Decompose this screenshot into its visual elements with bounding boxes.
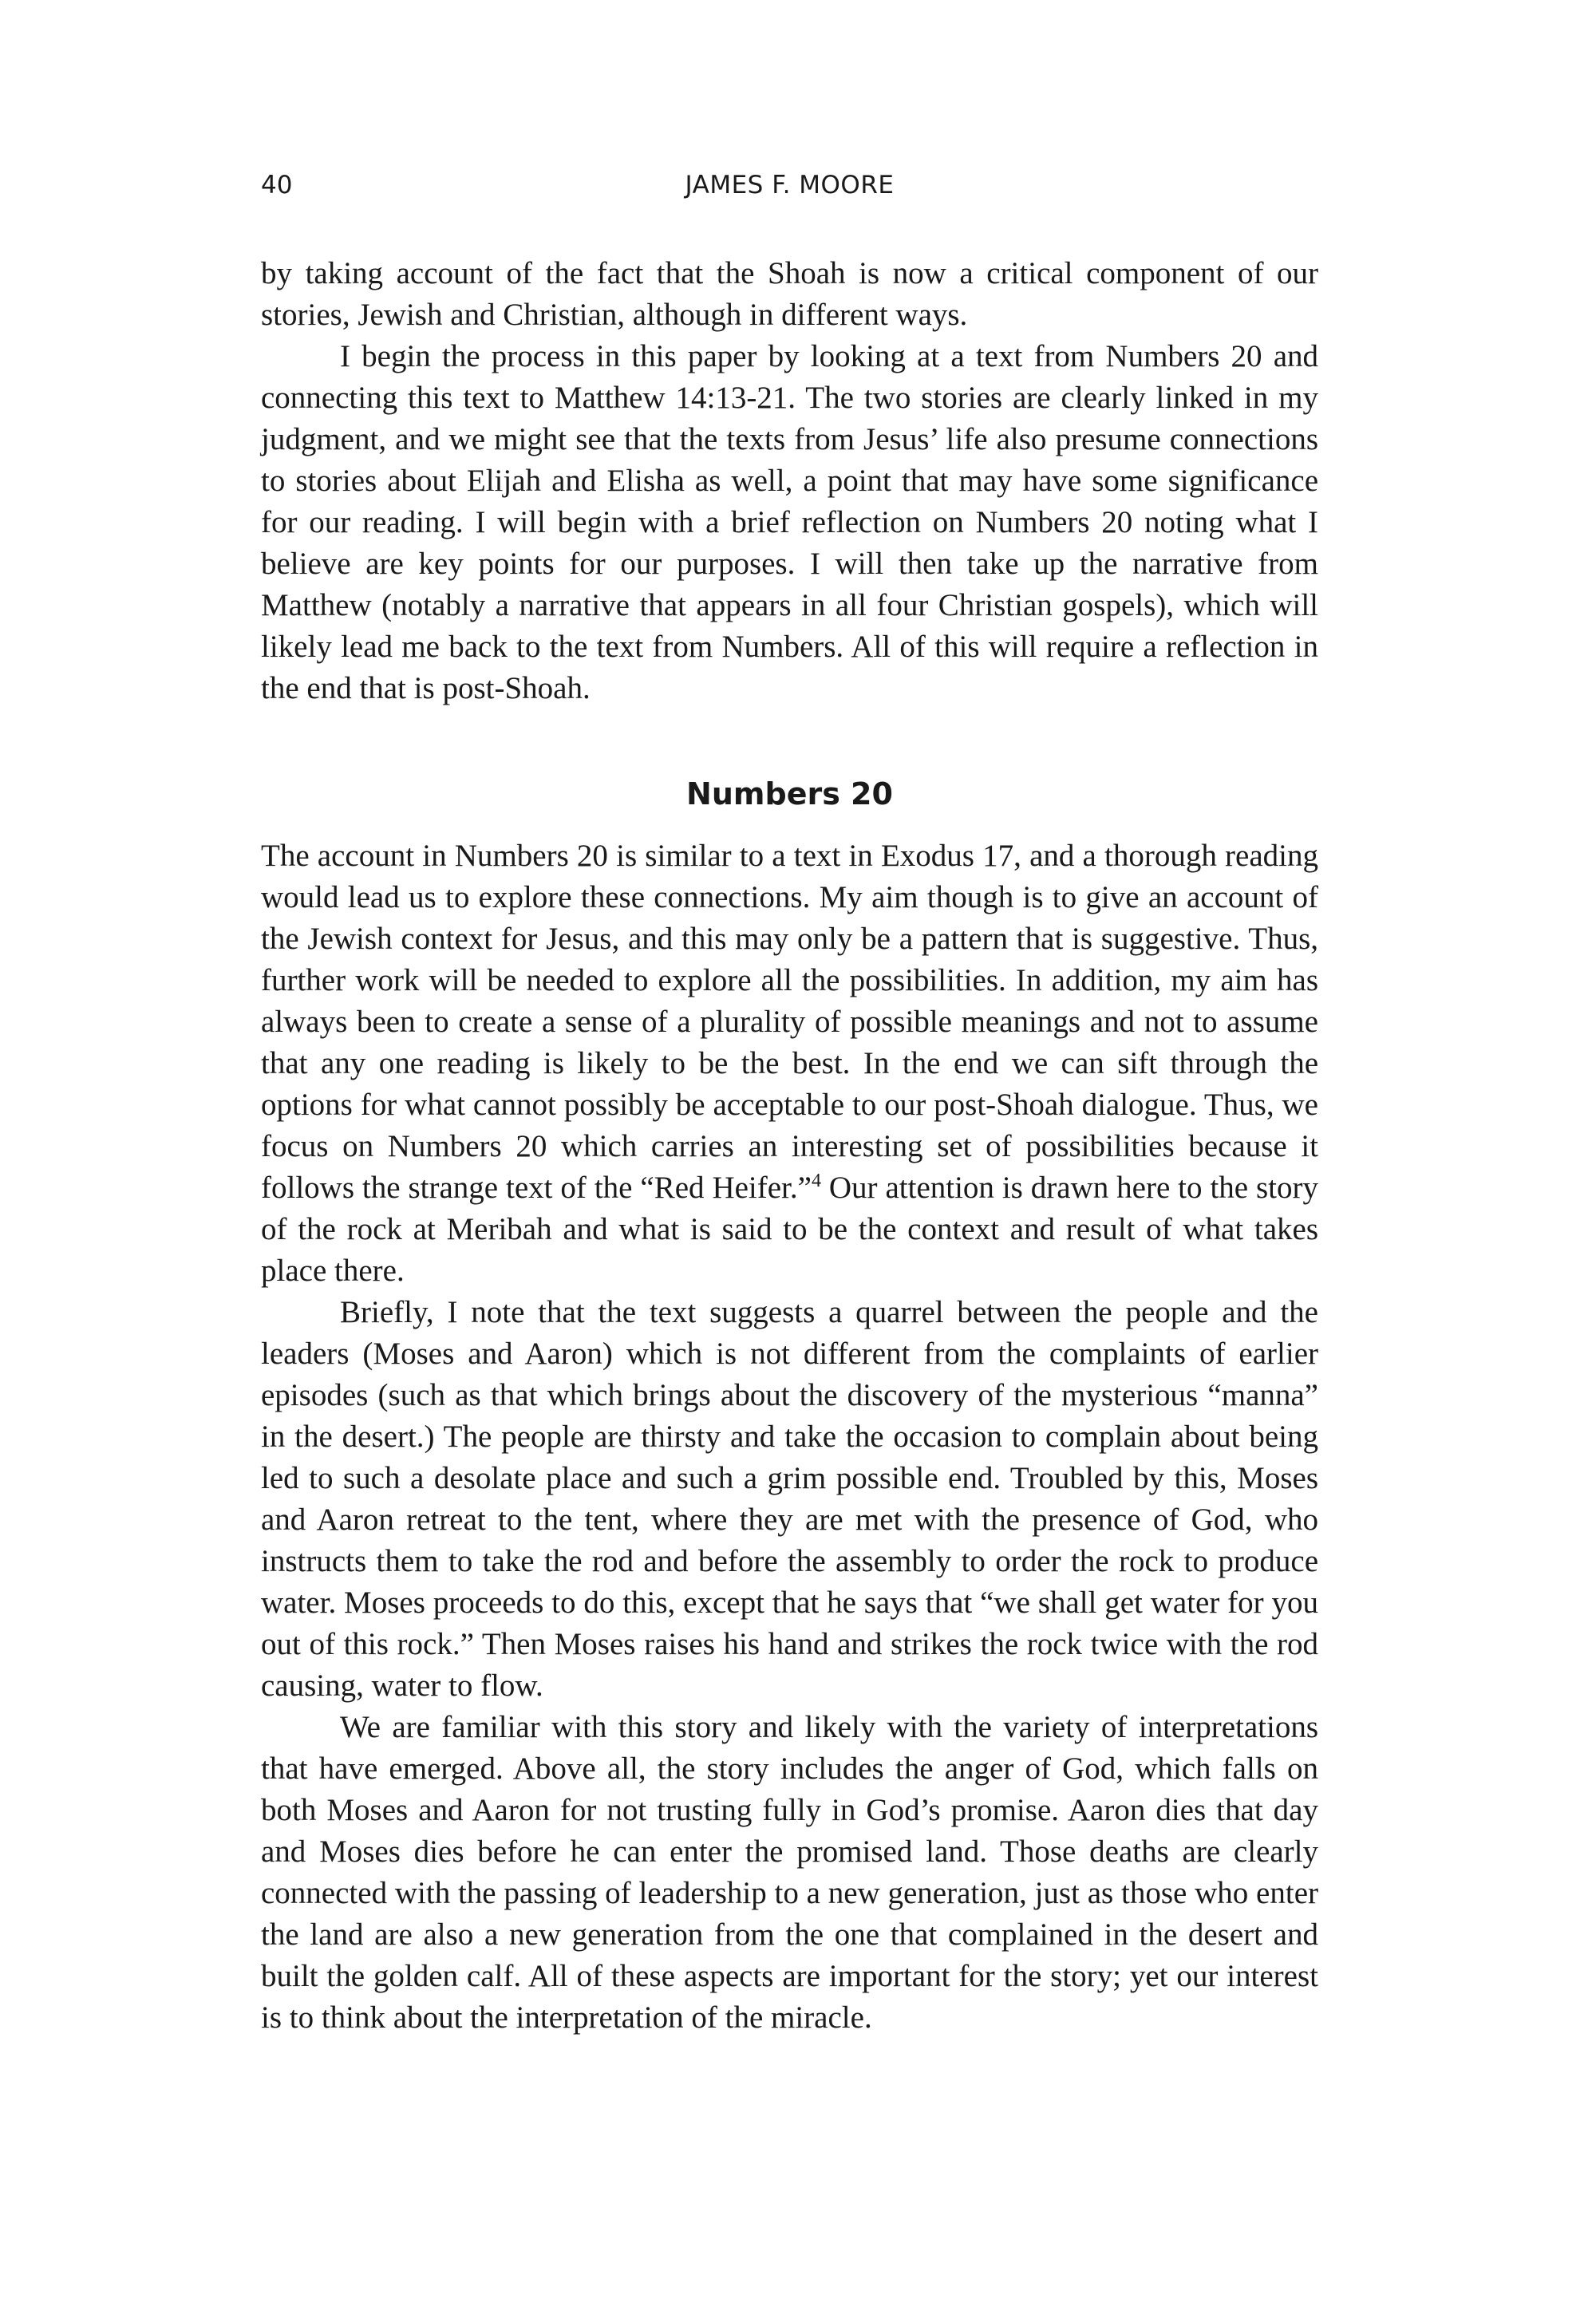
section-paragraph-2: Briefly, I note that the text suggests a quarrel between the people and the leaders (Moses and Aaron) which is not different from the complaints of earlier episodes (such as that which brings about the discovery of the mysterious “manna” in the desert.) The people are thirsty and take the occasion to complain about being led to such a desolate place and such a grim possible end. Troubled by this, Moses and Aaron retreat to the tent, where they are met with the presence of God, who instructs them to take the rod and before the assembly to order the rock to produce water. Moses proceeds to do this, except that he says that “we shall get water for you out of this rock.” Then Moses raises his hand and strikes the rock twice with the rod causing, water to flow.: [261, 1295, 1318, 1703]
body-text: [261, 253, 1318, 2039]
section-paragraph-1: [261, 835, 1318, 1292]
running-head: [261, 171, 1318, 211]
section-paragraph-1-text: The account in Numbers 20 is similar to a text in Exodus 17, and a thorough reading would lead us to explore these connections. My aim though is to give an account of the Jewish context for Jesus, and this may only be a pattern that is suggestive. Thus, further work will be needed to explore all the possibilities. In addition, my aim has always been to create a sense of a plurality of possible meanings and not to assume that any one reading is likely to be the best. In the end we can sift through the options for what cannot possibly be acceptable to our post-Shoah dialogue. Thus, we focus on Numbers 20 which carries an interesting set of possibilities because it follows the strange text of the “Red Heifer.”: [261, 839, 1318, 1205]
running-title: JAMES F. MOORE: [685, 171, 895, 199]
section-heading: Numbers 20: [686, 776, 893, 811]
page-number: 40: [261, 171, 293, 199]
intro-paragraph: I begin the process in this paper by looking at a text from Numbers 20 and connecting this text to Matthew 14:13-21. The two stories are clearly linked in my judgment, and we might see that the texts from Jesus’ life also presume connections to stories about Elijah and Elisha as well, a point that may have some significance for our reading. I will begin with a brief reflection on Numbers 20 noting what I believe are key points for our purposes. I will then take up the narrative from Matthew (notably a narrative that appears in all four Christian gospels), which will likely lead me back to the text from Numbers. All of this will require a reflection in the end that is post-Shoah.: [261, 339, 1318, 705]
footnote-marker: 4: [811, 1171, 821, 1191]
continuation-paragraph: by taking account of the fact that the Shoah is now a critical component of our stories, Jewish and Christian, although in different ways.: [261, 256, 1318, 332]
section-paragraph-1-continuation: Our attention is drawn here to the story of the rock at Meribah and what is said to be the context and result of what takes place there.: [261, 1171, 1319, 1288]
section-paragraph-3: We are familiar with this story and likely with the variety of interpretations that have emerged. Above all, the story includes the anger of God, which falls on both Moses and Aaron for not trusting fully in God’s promise. Aaron dies that day and Moses dies before he can enter the promised land. Those deaths are clearly connected with the passing of leadership to a new generation, just as those who enter the land are also a new generation from the one that complained in the desert and built the golden calf. All of these aspects are important for the story; yet our interest is to think about the interpretation of the miracle.: [261, 1710, 1318, 2035]
